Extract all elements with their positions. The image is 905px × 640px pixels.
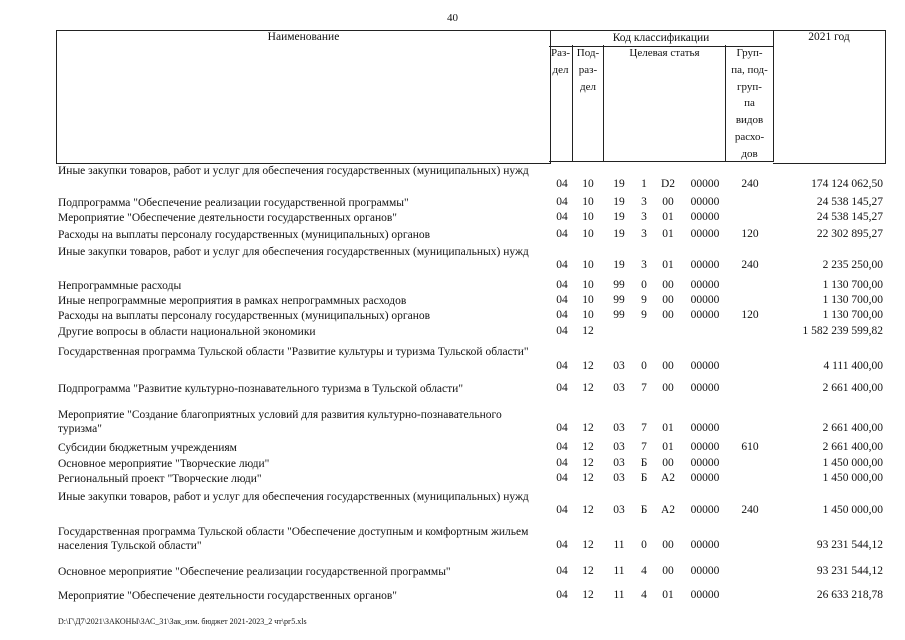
code-p: 12 bbox=[582, 472, 594, 484]
code-r: 04 bbox=[556, 382, 568, 394]
code-d: 00000 bbox=[690, 539, 720, 551]
code-b: 0 bbox=[641, 360, 647, 372]
code-a: 03 bbox=[613, 360, 625, 372]
row-amount: 1 130 700,00 bbox=[822, 294, 883, 306]
code-b: 0 bbox=[641, 279, 647, 291]
header-name: Наименование bbox=[56, 30, 551, 164]
row-amount: 1 450 000,00 bbox=[822, 472, 883, 484]
row-amount: 4 111 400,00 bbox=[823, 360, 883, 372]
code-b: 4 bbox=[641, 565, 647, 577]
code-b: Б bbox=[640, 504, 648, 516]
code-b: 3 bbox=[641, 211, 647, 223]
row-amount: 26 633 218,78 bbox=[816, 589, 883, 601]
row-name: Иные непрограммные мероприятия в рамках непрограммных расходов bbox=[58, 295, 407, 307]
code-b: 9 bbox=[641, 294, 647, 306]
code-a: 03 bbox=[613, 457, 625, 469]
row-amount: 1 130 700,00 bbox=[822, 279, 883, 291]
row-amount: 1 450 000,00 bbox=[822, 504, 883, 516]
code-p: 12 bbox=[582, 422, 594, 434]
code-g: 610 bbox=[741, 441, 759, 453]
code-d: 00000 bbox=[690, 422, 720, 434]
row-name: Государственная программа Тульской области "Обеспечение доступным и комфортным жильем населения Тульской области" bbox=[58, 526, 529, 552]
code-d: 00000 bbox=[690, 279, 720, 291]
code-b: 1 bbox=[641, 178, 647, 190]
code-b: 0 bbox=[641, 539, 647, 551]
code-p: 12 bbox=[582, 382, 594, 394]
code-c: A2 bbox=[660, 504, 676, 516]
code-b: 9 bbox=[641, 309, 647, 321]
code-a: 19 bbox=[613, 228, 625, 240]
code-p: 12 bbox=[582, 589, 594, 601]
row-name: Подпрограмма "Обеспечение реализации государственной программы" bbox=[58, 197, 409, 209]
code-g: 240 bbox=[741, 178, 759, 190]
code-r: 04 bbox=[556, 178, 568, 190]
row-amount: 2 661 400,00 bbox=[822, 441, 883, 453]
code-c: 00 bbox=[662, 360, 674, 372]
code-b: 4 bbox=[641, 589, 647, 601]
code-r: 04 bbox=[556, 211, 568, 223]
header-year: 2021 год bbox=[773, 30, 886, 164]
code-g: 240 bbox=[741, 259, 759, 271]
code-r: 04 bbox=[556, 457, 568, 469]
row-amount: 93 231 544,12 bbox=[816, 539, 883, 551]
code-b: 3 bbox=[641, 259, 647, 271]
code-p: 10 bbox=[582, 259, 594, 271]
code-c: 00 bbox=[662, 539, 674, 551]
row-name: Подпрограмма "Развитие культурно-познавательного туризма в Тульской области" bbox=[58, 383, 464, 395]
code-d: 00000 bbox=[690, 382, 720, 394]
row-amount: 1 130 700,00 bbox=[822, 309, 883, 321]
row-name: Региональный проект "Творческие люди" bbox=[58, 473, 262, 485]
code-d: 00000 bbox=[690, 178, 720, 190]
code-g: 240 bbox=[741, 504, 759, 516]
header-target: Целевая статья bbox=[604, 45, 726, 162]
code-d: 00000 bbox=[690, 504, 720, 516]
code-d: 00000 bbox=[690, 472, 720, 484]
row-name: Основное мероприятие "Творческие люди" bbox=[58, 458, 270, 470]
code-p: 10 bbox=[582, 178, 594, 190]
code-g: 120 bbox=[741, 309, 759, 321]
code-b: 3 bbox=[641, 196, 647, 208]
row-amount: 1 582 239 599,82 bbox=[802, 325, 883, 337]
code-g: 120 bbox=[741, 228, 759, 240]
row-name: Другие вопросы в области национальной экономики bbox=[58, 326, 316, 338]
row-name: Иные закупки товаров, работ и услуг для обеспечения государственных (муниципальных) нужд bbox=[58, 246, 529, 258]
code-d: 00000 bbox=[690, 360, 720, 372]
row-amount: 2 235 250,00 bbox=[822, 259, 883, 271]
code-c: 01 bbox=[662, 422, 674, 434]
code-r: 04 bbox=[556, 228, 568, 240]
code-a: 99 bbox=[613, 294, 625, 306]
row-amount: 24 538 145,27 bbox=[816, 196, 883, 208]
code-c: D2 bbox=[660, 178, 676, 190]
code-c: 00 bbox=[662, 309, 674, 321]
code-a: 99 bbox=[613, 279, 625, 291]
code-r: 04 bbox=[556, 309, 568, 321]
code-d: 00000 bbox=[690, 457, 720, 469]
code-a: 99 bbox=[613, 309, 625, 321]
row-name: Расходы на выплаты персоналу государственных (муниципальных) органов bbox=[58, 310, 431, 322]
row-name: Основное мероприятие "Обеспечение реализации государственной программы" bbox=[58, 566, 451, 578]
code-c: 00 bbox=[662, 279, 674, 291]
code-a: 11 bbox=[613, 589, 625, 601]
page-number: 40 bbox=[447, 12, 458, 24]
code-r: 04 bbox=[556, 472, 568, 484]
row-amount: 2 661 400,00 bbox=[822, 382, 883, 394]
code-r: 04 bbox=[556, 259, 568, 271]
code-p: 10 bbox=[582, 211, 594, 223]
code-p: 10 bbox=[582, 228, 594, 240]
code-d: 00000 bbox=[690, 589, 720, 601]
row-name: Мероприятие "Обеспечение деятельности государственных органов" bbox=[58, 212, 397, 224]
code-c: 01 bbox=[662, 441, 674, 453]
code-b: Б bbox=[640, 472, 648, 484]
code-r: 04 bbox=[556, 504, 568, 516]
code-r: 04 bbox=[556, 422, 568, 434]
code-b: Б bbox=[640, 457, 648, 469]
row-amount: 93 231 544,12 bbox=[816, 565, 883, 577]
code-a: 19 bbox=[613, 196, 625, 208]
row-amount: 1 450 000,00 bbox=[822, 457, 883, 469]
code-d: 00000 bbox=[690, 309, 720, 321]
code-d: 00000 bbox=[690, 441, 720, 453]
code-p: 10 bbox=[582, 279, 594, 291]
code-r: 04 bbox=[556, 441, 568, 453]
code-d: 00000 bbox=[690, 294, 720, 306]
header-group: Груп- па, под- груп- па видов расхо- дов bbox=[726, 45, 774, 162]
code-c: 01 bbox=[662, 589, 674, 601]
code-b: 7 bbox=[641, 441, 647, 453]
code-a: 03 bbox=[613, 472, 625, 484]
code-a: 19 bbox=[613, 259, 625, 271]
row-name: Государственная программа Тульской области "Развитие культуры и туризма Тульской области" bbox=[58, 346, 529, 358]
code-p: 12 bbox=[582, 325, 594, 337]
code-c: 00 bbox=[662, 294, 674, 306]
code-a: 03 bbox=[613, 504, 625, 516]
code-a: 11 bbox=[613, 539, 625, 551]
code-c: 01 bbox=[662, 228, 674, 240]
code-p: 10 bbox=[582, 196, 594, 208]
code-d: 00000 bbox=[690, 196, 720, 208]
code-c: A2 bbox=[660, 472, 676, 484]
code-c: 00 bbox=[662, 457, 674, 469]
code-p: 12 bbox=[582, 539, 594, 551]
row-amount: 24 538 145,27 bbox=[816, 211, 883, 223]
row-amount: 2 661 400,00 bbox=[822, 422, 883, 434]
code-a: 11 bbox=[613, 565, 625, 577]
code-r: 04 bbox=[556, 589, 568, 601]
row-amount: 174 124 062,50 bbox=[811, 178, 883, 190]
row-amount: 22 302 895,27 bbox=[816, 228, 883, 240]
code-c: 01 bbox=[662, 259, 674, 271]
header-razdel: Раз- дел bbox=[549, 45, 573, 162]
code-r: 04 bbox=[556, 539, 568, 551]
code-c: 01 bbox=[662, 211, 674, 223]
row-name: Мероприятие "Обеспечение деятельности государственных органов" bbox=[58, 590, 397, 602]
code-d: 00000 bbox=[690, 565, 720, 577]
code-p: 12 bbox=[582, 360, 594, 372]
code-r: 04 bbox=[556, 360, 568, 372]
code-a: 03 bbox=[613, 441, 625, 453]
header-podrazdel: Под- раз- дел bbox=[573, 45, 604, 162]
code-p: 12 bbox=[582, 457, 594, 469]
code-c: 00 bbox=[662, 565, 674, 577]
code-d: 00000 bbox=[690, 259, 720, 271]
code-p: 10 bbox=[582, 309, 594, 321]
header-code: Код классификации bbox=[549, 30, 774, 47]
row-name: Иные закупки товаров, работ и услуг для обеспечения государственных (муниципальных) нужд bbox=[58, 165, 529, 177]
code-b: 3 bbox=[641, 228, 647, 240]
code-p: 12 bbox=[582, 504, 594, 516]
code-r: 04 bbox=[556, 294, 568, 306]
code-d: 00000 bbox=[690, 211, 720, 223]
code-b: 7 bbox=[641, 422, 647, 434]
code-p: 12 bbox=[582, 565, 594, 577]
code-r: 04 bbox=[556, 565, 568, 577]
code-r: 04 bbox=[556, 279, 568, 291]
code-p: 10 bbox=[582, 294, 594, 306]
row-name: Расходы на выплаты персоналу государственных (муниципальных) органов bbox=[58, 229, 431, 241]
row-name: Непрограммные расходы bbox=[58, 280, 182, 292]
code-r: 04 bbox=[556, 325, 568, 337]
code-a: 19 bbox=[613, 211, 625, 223]
row-name: Субсидии бюджетным учреждениям bbox=[58, 442, 237, 454]
row-name: Иные закупки товаров, работ и услуг для обеспечения государственных (муниципальных) нужд bbox=[58, 491, 529, 503]
row-name: Мероприятие "Создание благоприятных условий для развития культурно-познавательного туризма" bbox=[58, 409, 502, 435]
code-a: 03 bbox=[613, 422, 625, 434]
code-a: 03 bbox=[613, 382, 625, 394]
code-b: 7 bbox=[641, 382, 647, 394]
code-a: 19 bbox=[613, 178, 625, 190]
code-c: 00 bbox=[662, 196, 674, 208]
code-d: 00000 bbox=[690, 228, 720, 240]
code-r: 04 bbox=[556, 196, 568, 208]
code-c: 00 bbox=[662, 382, 674, 394]
code-p: 12 bbox=[582, 441, 594, 453]
file-path-footer: D:\Г\Д7\2021\ЗАКОНЫ\ЗАС_31\Зак_изм. бюджет 2021-2023_2 чт\рг5.xls bbox=[58, 617, 307, 626]
